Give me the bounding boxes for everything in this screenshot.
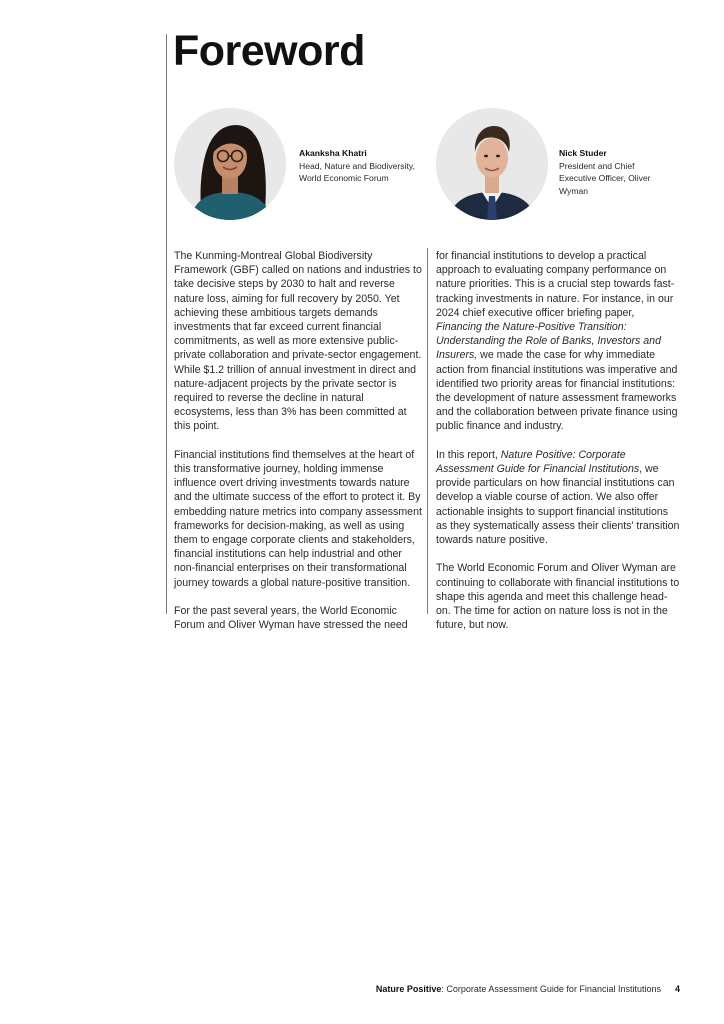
page-footer: [376, 984, 680, 994]
footer-report-subtitle: : Corporate Assessment Guide for Financial Institutions: [441, 984, 661, 994]
author-role: President and Chief Executive Officer, Oliver Wyman: [559, 160, 651, 196]
author-name: Akanksha Khatri: [299, 148, 367, 158]
text-run: , we provide particulars on how financial institutions can develop a viable course of action. We also offer actionable insights to support financial institutions as they systematically assess their clients' transition towards nature positive.: [436, 463, 680, 547]
paragraph: Financial institutions find themselves at the heart of this transformative journey, holding immense influence overt driving investments towards nature and the ultimate success of the effort to protect it. By embedding nature metrics into company assessment frameworks for decision-making, as well as using them to engage corporate clients and stakeholders, financial institutions can help industrial and other non-financial enterprises on their transformational journey towards a global nature-positive transition.: [174, 448, 422, 589]
paragraph: [436, 249, 682, 434]
report-title: Nature Positive: Corporate Assessment Guide for Financial Institutions: [436, 448, 640, 476]
author-credit-1: [299, 147, 424, 185]
author-portrait-nick-studer: [436, 108, 548, 220]
page-number: 4: [674, 984, 680, 994]
footer-report-name: Nature Positive: [375, 984, 442, 994]
page-title: Foreword: [173, 27, 365, 75]
column-divider-rule: [427, 248, 428, 614]
author-role: Head, Nature and Biodiversity, World Economic Forum: [299, 160, 415, 183]
text-run: for financial institutions to develop a practical approach to evaluating company performance on nature priorities. This is a crucial step towards fast-tracking investments in nature. For instance, in our 2024 chief executive officer briefing paper,: [436, 250, 675, 319]
publication-title: Financing the Nature-Positive Transition: Understanding the Role of Banks, Investors and Insurers,: [436, 321, 661, 362]
author-credit-2: [559, 147, 669, 197]
body-column-left: [174, 249, 422, 647]
paragraph: The Kunming-Montreal Global Biodiversity Framework (GBF) called on nations and industries to take decisive steps by 2030 to halt and reverse nature loss, aiming for full recovery by 2050. Yet achieving these ambitious targets demands investments that far exceed current financial commitments, as well as more extensive public-private collaboration and private-sector engagement. While $1.2 trillion of annual investment in direct and nature-adjacent projects by the private sector is required to reverse the decline in natural ecosystems, less than 3% has been committed at this point.: [174, 250, 422, 433]
paragraph: The World Economic Forum and Oliver Wyman are continuing to collaborate with financial institutions to shape this agenda and meet this challenge head-on. The time for action on nature loss is not in the future, but now.: [436, 562, 680, 632]
text-run: we made the case for why immediate action from financial institutions was imperative and identified two priority areas for financial institutions: the development of nature assessment frameworks and the collaboration between private finance using public finance and industry.: [436, 349, 678, 433]
body-column-right: [436, 249, 682, 647]
author-name: Nick Studer: [559, 148, 607, 158]
text-run: In this report,: [436, 448, 501, 461]
author-portrait-akanksha-khatri: [174, 108, 286, 220]
paragraph: For the past several years, the World Economic Forum and Oliver Wyman have stressed the need: [174, 605, 408, 632]
paragraph: [436, 448, 682, 547]
left-vertical-rule: [166, 34, 167, 614]
